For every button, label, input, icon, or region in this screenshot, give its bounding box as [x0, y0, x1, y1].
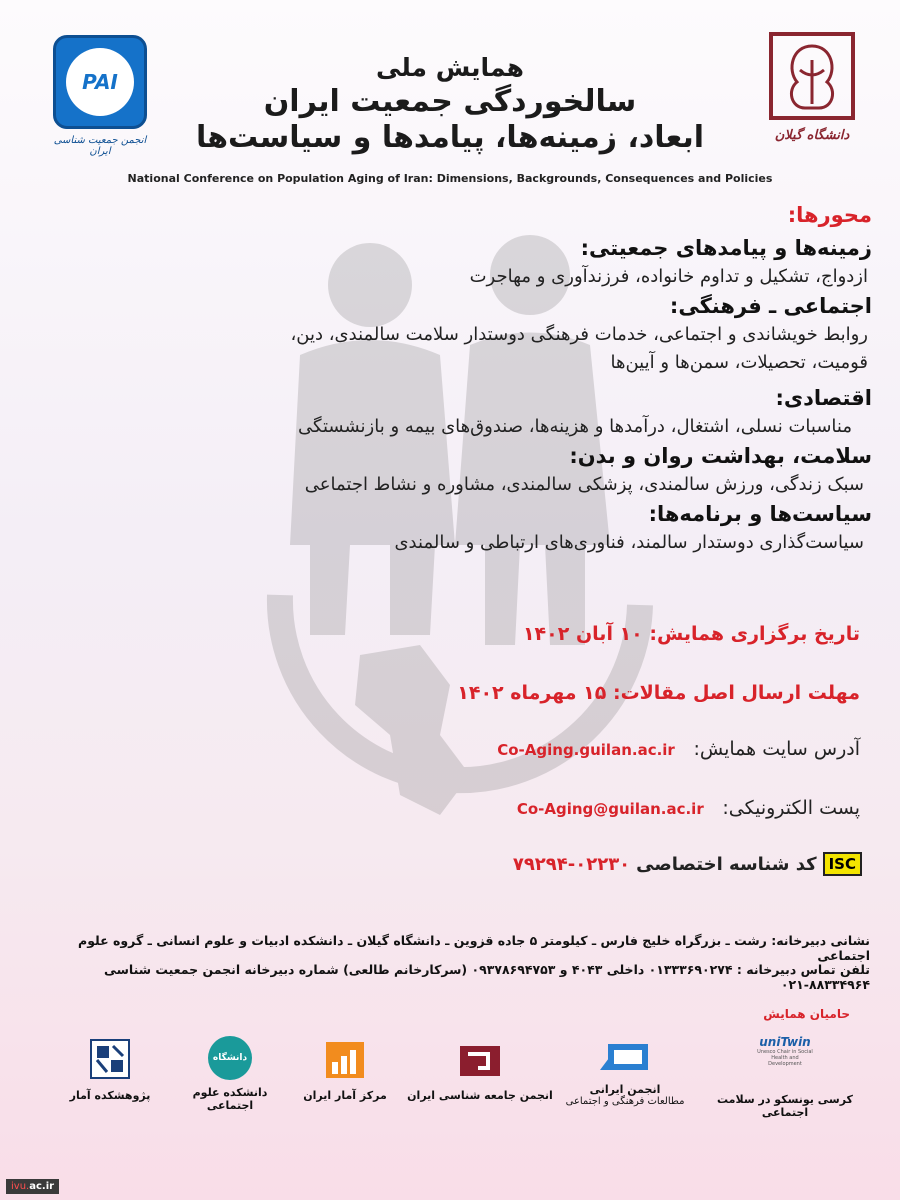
- sponsor-faculty-social-sciences: [175, 1036, 285, 1112]
- unitwin-logo: [755, 1035, 815, 1075]
- axis-text: روابط خویشاندی و اجتماعی، خدمات فرهنگی دوستدار سلامت سالمندی، دین، قومیت، تحصیلات، سمن‌ها و آیین‌ها: [290, 324, 868, 373]
- axis-text: ازدواج، تشکیل و تداوم خانواده، فرزندآوری و مهاجرت: [469, 266, 868, 287]
- sponsor-name: انجمن ایرانی: [589, 1083, 661, 1096]
- title-line1: همایش ملی: [376, 53, 524, 82]
- sponsor-statistical-research-institute: [60, 1038, 160, 1102]
- sponsor-cultural-studies: [565, 1042, 685, 1107]
- sponsors-title: حامیان همایش: [763, 1007, 850, 1021]
- sponsor-name: پژوهشکده آمار: [69, 1089, 151, 1102]
- secretariat-address: نشانی دبیرخانه: رشت ـ بزرگراه خلیج فارس ـ کیلومتر ۵ جاده قزوین ـ دانشگاه گیلان ـ دانشکده ادبیات و علوم انسانی ـ گروه علوم اجتماعی: [78, 933, 870, 963]
- unitwin-text: uniTwin: [759, 1035, 811, 1049]
- isc-label: کد شناسه اختصاصی: [636, 853, 817, 875]
- sponsor-name: کرسی یونسکو در سلامت اجتماعی: [717, 1093, 853, 1119]
- axis-text: سبک زندگی، ورزش سالمندی، پزشکی سالمندی، مشاوره و نشاط اجتماعی: [304, 474, 864, 495]
- axis-title: سیاست‌ها و برنامه‌ها:: [648, 502, 872, 526]
- pai-caption: انجمن جمعیت شناسی ایران: [53, 135, 147, 157]
- tehran-university-seal-icon: دانشگاه: [208, 1036, 252, 1080]
- axis-title: اجتماعی ـ فرهنگی:: [669, 294, 872, 318]
- isc-badge: ISC: [823, 852, 862, 876]
- deadline-value: ۱۵ مهرماه ۱۴۰۲: [457, 682, 607, 704]
- isc-code: [513, 852, 862, 876]
- sponsor-name: دانشکده علوم اجتماعی: [192, 1086, 268, 1112]
- sponsor-sociological-association: [405, 1040, 555, 1102]
- deadline-label: مهلت ارسال اصل مقالات:: [612, 682, 860, 704]
- sociological-association-icon: [458, 1040, 502, 1080]
- axis-text: سیاست‌گذاری دوستدار سالمند، فناوری‌های ارتباطی و سالمندی: [394, 532, 864, 553]
- date-value: ۱۰ آبان ۱۴۰۲: [522, 623, 643, 645]
- sponsor-name-line2: مطالعات فرهنگی و اجتماعی: [565, 1096, 685, 1107]
- date-label: تاریخ برگزاری همایش:: [649, 623, 860, 645]
- english-subtitle: National Conference on Population Aging of Iran: Dimensions, Backgrounds, Consequences and Policies: [127, 172, 773, 185]
- unitwin-subtext: Unesco Chair in Social Health and Development: [757, 1049, 813, 1067]
- sponsor-statistical-center: [300, 1040, 390, 1102]
- axis-title: سلامت، بهداشت روان و بدن:: [569, 444, 872, 468]
- guilan-emblem-icon: [767, 30, 857, 122]
- cultural-association-icon: [598, 1042, 652, 1074]
- research-institute-icon: [89, 1038, 131, 1080]
- conference-axes: [52, 203, 872, 557]
- axis-text: مناسبات نسلی، اشتغال، درآمدها و هزینه‌ها، صندوق‌های بیمه و بازنشستگی: [298, 416, 852, 437]
- conference-email: [160, 797, 860, 819]
- title-line3: ابعاد، زمینه‌ها، پیامدها و سیاست‌ها: [195, 120, 705, 155]
- guilan-university-logo: [762, 30, 862, 150]
- secretariat-phone: تلفن تماس دبیرخانه : ۰۱۳۳۳۶۹۰۲۷۴ داخلی ۴۰۴۳ و ۰۹۳۷۸۶۹۴۷۵۳ (سرکارخانم طالعی) شماره دبیرخانه انجمن جمعیت شناسی ۸۸۳۳۴۹۶۴-۰۲۱: [103, 962, 870, 992]
- title-line2: سالخوردگی جمعیت ایران: [263, 84, 637, 119]
- axis-title: زمینه‌ها و پیامدهای جمعیتی:: [580, 236, 872, 260]
- sponsor-unesco-chair: [705, 1035, 865, 1119]
- isc-number: ۷۹۲۹۴-۰۲۲۳۰: [512, 853, 631, 875]
- axes-heading: محورها:: [787, 203, 872, 227]
- watermark-badge: [6, 1179, 59, 1194]
- axis-title: اقتصادی:: [775, 386, 872, 410]
- site-label: آدرس سایت همایش:: [693, 738, 860, 760]
- pai-badge: [53, 35, 147, 129]
- email-label: پست الکترونیکی:: [722, 797, 860, 819]
- guilan-caption: دانشگاه گیلان: [774, 128, 850, 143]
- conference-date: [160, 623, 860, 645]
- conference-website: [160, 738, 860, 760]
- email-link[interactable]: Co-Aging@guilan.ac.ir: [516, 800, 704, 818]
- pai-logo: [50, 35, 150, 157]
- sponsor-name: مرکز آمار ایران: [303, 1089, 387, 1102]
- watermark-site: ac.ir: [29, 1181, 55, 1192]
- sponsor-name: انجمن جامعه شناسی ایران: [407, 1089, 553, 1102]
- site-link[interactable]: Co-Aging.guilan.ac.ir: [497, 741, 675, 759]
- conference-title: [150, 52, 750, 156]
- pai-initials: PAI: [66, 48, 134, 116]
- statistical-center-icon: [324, 1040, 366, 1080]
- watermark-prefix: ivu.: [11, 1181, 30, 1192]
- submission-deadline: [160, 682, 860, 704]
